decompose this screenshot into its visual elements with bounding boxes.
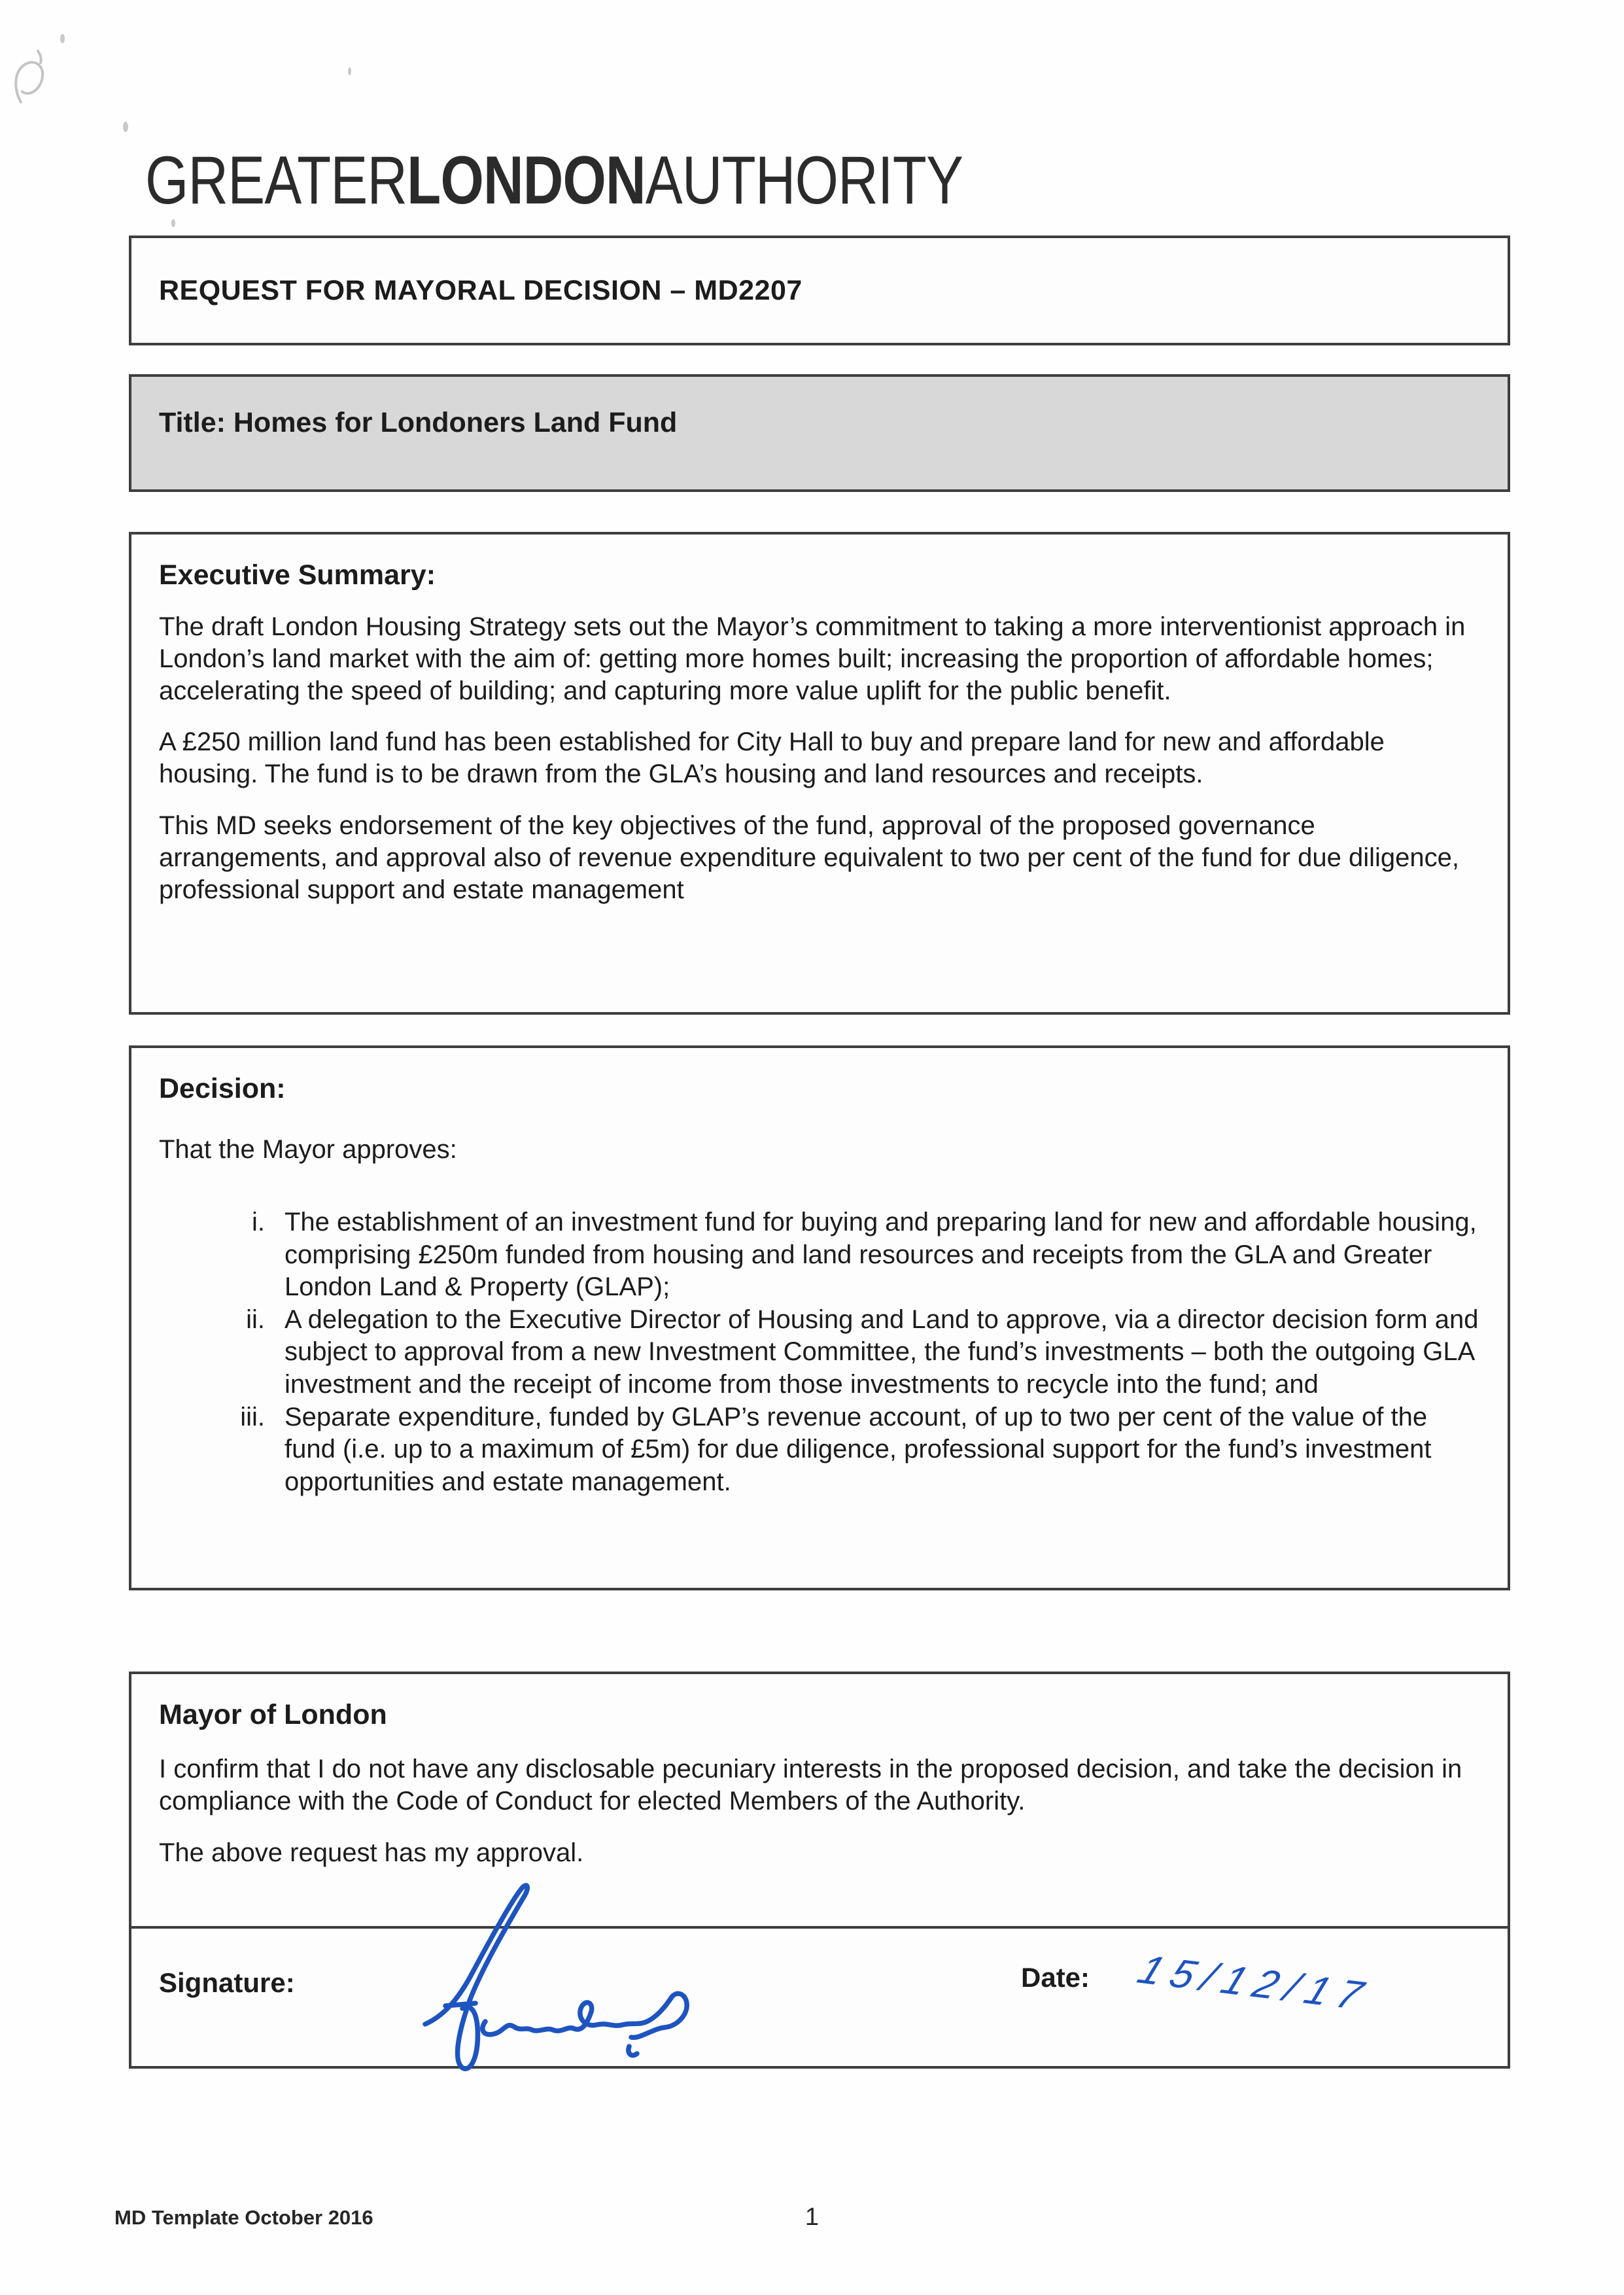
decision-item [159, 1304, 1480, 1401]
document-title-box [129, 374, 1510, 492]
decision-item-numeral: i. [252, 1208, 265, 1236]
signature-row-divider [129, 1926, 1510, 1929]
signature-label: Signature: [159, 1967, 295, 1998]
gla-logo-london: LONDON [407, 143, 646, 219]
scan-speck [348, 67, 351, 75]
executive-summary-paragraph: A £250 million land fund has been established for City Hall to buy and prepare land for new and affordable housing. The fund is to be drawn from the GLA’s housing and land resources and receipts. [159, 727, 1385, 789]
decision-heading: Decision: [159, 1073, 286, 1104]
decision-item [159, 1401, 1480, 1499]
scan-speck [60, 34, 65, 43]
mayor-confirmation: I confirm that I do not have any disclosable pecuniary interests in the proposed decision, and take the decision in compliance with the Code of Conduct for elected Members of the Authority. [159, 1755, 1462, 1815]
decision-item [159, 1206, 1480, 1304]
executive-summary-paragraph: This MD seeks endorsement of the key objectives of the fund, approval of the proposed governance arrangements, and approval also of revenue expenditure equivalent to two per cent of the fund for due diligence, professional support and estate management [159, 811, 1459, 904]
gla-logo-greater: GREATER [145, 143, 407, 219]
request-decision-box [129, 236, 1510, 345]
gla-logo [145, 143, 963, 219]
executive-summary-heading: Executive Summary: [159, 559, 436, 591]
mayor-heading: Mayor of London [159, 1699, 387, 1730]
document-title: Title: Homes for Londoners Land Fund [159, 407, 678, 438]
mayor-approval-statement: The above request has my approval. [159, 1838, 584, 1867]
decision-item-numeral: ii. [246, 1305, 265, 1334]
scan-speck [123, 122, 128, 132]
decision-item-text: The establishment of an investment fund for buying and preparing land for new and affordable housing, comprising £250m funded from housing and land resources and receipts from the GLA and Greater London Land & Property (GLAP); [285, 1208, 1477, 1302]
decision-item-text: Separate expenditure, funded by GLAP’s revenue account, of up to two per cent of the value of the fund (i.e. up to a maximum of £5m) for due diligence, professional support for the fund’s investment opportunities and estate management. [285, 1402, 1432, 1496]
decision-item-numeral: iii. [240, 1402, 265, 1431]
gla-logo-authority: AUTHORITY [645, 143, 963, 219]
decision-list [159, 1206, 1480, 1498]
decision-section [129, 1045, 1510, 1590]
decision-intro: That the Mayor approves: [159, 1135, 457, 1164]
mayor-signature [422, 1882, 703, 2078]
footer-template-version: MD Template October 2016 [114, 2206, 373, 2229]
scan-speck [171, 219, 175, 227]
executive-summary-section [129, 532, 1510, 1015]
handwritten-date: 15/12/17 [1132, 1947, 1378, 2020]
scan-doodle-mark [12, 39, 84, 111]
executive-summary-paragraph: The draft London Housing Strategy sets out the Mayor’s commitment to taking a more interventionist approach in London’s land market with the aim of: getting more homes built; increasing the proportion of affordable homes; accelerating the speed of building; and capturing more value uplift for the public benefit. [159, 612, 1466, 705]
page-number: 1 [804, 2203, 820, 2231]
request-decision-title: REQUEST FOR MAYORAL DECISION – MD2207 [159, 274, 803, 306]
date-label: Date: [1021, 1962, 1090, 1993]
decision-item-text: A delegation to the Executive Director of Housing and Land to approve, via a director decision form and subject to approval from a new Investment Committee, the fund’s investments – both the outgoing GLA investment and the receipt of income from those investments to recycle into the fund; and [285, 1305, 1479, 1399]
